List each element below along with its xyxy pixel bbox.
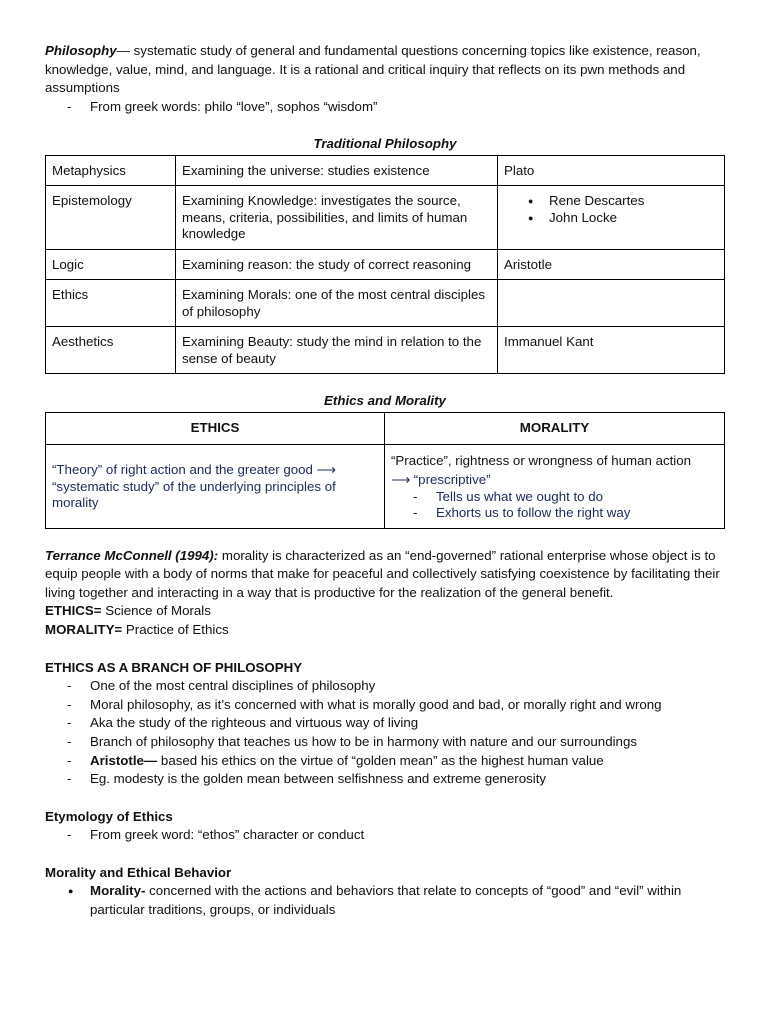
table-header-row	[46, 413, 725, 445]
intro-dash: —	[116, 43, 130, 58]
thinker-cell: Aristotle	[498, 249, 725, 280]
morality-section-heading: Morality and Ethical Behavior	[45, 864, 232, 880]
thinker-list	[504, 193, 718, 226]
table-row	[46, 327, 725, 374]
table-row	[46, 186, 725, 250]
list-item: - Tells us what we ought to do	[391, 489, 718, 506]
branch-cell: Ethics	[46, 280, 176, 327]
list-item-text: based his ethics on the virtue of “golden mean” as the highest human value	[157, 752, 604, 768]
etymology-heading: Etymology of Ethics	[45, 808, 173, 824]
list-item: - One of the most central disciplines of philosophy	[45, 677, 725, 696]
morality-section-list	[45, 882, 725, 919]
definition-text: Practice of Ethics	[122, 621, 229, 637]
branch-cell: Metaphysics	[46, 155, 176, 186]
table-row	[46, 280, 725, 327]
list-item: - Moral philosophy, as it’s concerned with what is morally good and bad, or morally right and wrong	[45, 696, 725, 715]
list-item	[45, 882, 725, 919]
branch-cell: Epistemology	[46, 186, 176, 250]
definition-line	[45, 621, 725, 640]
list-item: - From greek words: philo “love”, sophos “wisdom”	[45, 98, 725, 117]
list-item: - Exhorts us to follow the right way	[391, 505, 718, 522]
thinker-cell: Immanuel Kant	[498, 327, 725, 374]
morality-cell	[385, 444, 725, 528]
branch-cell: Logic	[46, 249, 176, 280]
mcconnell-author: Terrance McConnell (1994):	[45, 547, 219, 563]
intro-paragraph	[45, 42, 725, 98]
ethics-morality-caption: Ethics and Morality	[324, 393, 446, 409]
description-cell: Examining Morals: one of the most central disciples of philosophy	[176, 280, 498, 327]
definition-label: ETHICS=	[45, 603, 102, 619]
ethics-header: ETHICS	[46, 413, 385, 445]
thinker-cell	[498, 280, 725, 327]
definition-text: Science of Morals	[101, 603, 211, 619]
definition-line	[45, 602, 725, 621]
morality-line: ⟶ “prescriptive”	[391, 471, 491, 487]
ethics-morality-table	[45, 412, 725, 529]
morality-header: MORALITY	[385, 413, 725, 445]
description-cell: Examining Beauty: study the mind in relation to the sense of beauty	[176, 327, 498, 374]
branch-cell: Aesthetics	[46, 327, 176, 374]
table-row	[46, 249, 725, 280]
intro-sub-list	[45, 98, 725, 117]
morality-list	[391, 489, 718, 522]
intro-definition: systematic study of general and fundamental questions concerning topics like existence, reason, knowledge, value, mind, and language. It is a rational and critical inquiry that reflects on its pwn methods and assumptions	[45, 43, 701, 96]
ethics-cell: “Theory” of right action and the greater good ⟶ “systematic study” of the underlying principles of morality	[46, 444, 385, 528]
list-item: ● Rene Descartes	[504, 193, 718, 210]
document-page	[45, 42, 725, 920]
traditional-philosophy-table	[45, 155, 725, 375]
description-cell: Examining reason: the study of correct reasoning	[176, 249, 498, 280]
table-row	[46, 155, 725, 186]
list-item	[45, 752, 725, 771]
traditional-philosophy-caption: Traditional Philosophy	[313, 136, 457, 152]
branch-section-heading: ETHICS AS A BRANCH OF PHILOSOPHY	[45, 659, 303, 675]
morality-line: “Practice”, rightness or wrongness of human action	[391, 452, 692, 468]
definition-label: MORALITY=	[45, 621, 123, 637]
mcconnell-paragraph	[45, 547, 725, 603]
list-item: - Branch of philosophy that teaches us how to be in harmony with nature and our surroundings	[45, 733, 725, 752]
list-item-text: concerned with the actions and behaviors that relate to concepts of “good” and “evil” within particular traditions, groups, or individuals	[90, 883, 682, 918]
table-row	[46, 444, 725, 528]
list-item: - Eg. modesty is the golden mean between selfishness and extreme generosity	[45, 770, 725, 789]
list-item-bold: Morality-	[90, 883, 146, 899]
intro-term: Philosophy	[45, 43, 117, 58]
list-item: ● John Locke	[504, 210, 718, 227]
thinker-cell	[498, 186, 725, 250]
mcconnell-text: morality is characterized as an “end-governed” rational enterprise whose object is to equip people with a body of norms that make for peaceful and collectively satisfying coexistence by facilitating their living together and interacting in a way that is productive for the realization of the general benefit.	[45, 547, 720, 600]
branch-section-list	[45, 677, 725, 789]
description-cell: Examining Knowledge: investigates the source, means, criteria, possibilities, and limits of human knowledge	[176, 186, 498, 250]
list-item-bold: Aristotle—	[90, 752, 158, 768]
list-item: - Aka the study of the righteous and virtuous way of living	[45, 714, 725, 733]
etymology-list	[45, 826, 725, 845]
description-cell: Examining the universe: studies existence	[176, 155, 498, 186]
thinker-cell: Plato	[498, 155, 725, 186]
list-item: - From greek word: “ethos” character or conduct	[45, 826, 725, 845]
